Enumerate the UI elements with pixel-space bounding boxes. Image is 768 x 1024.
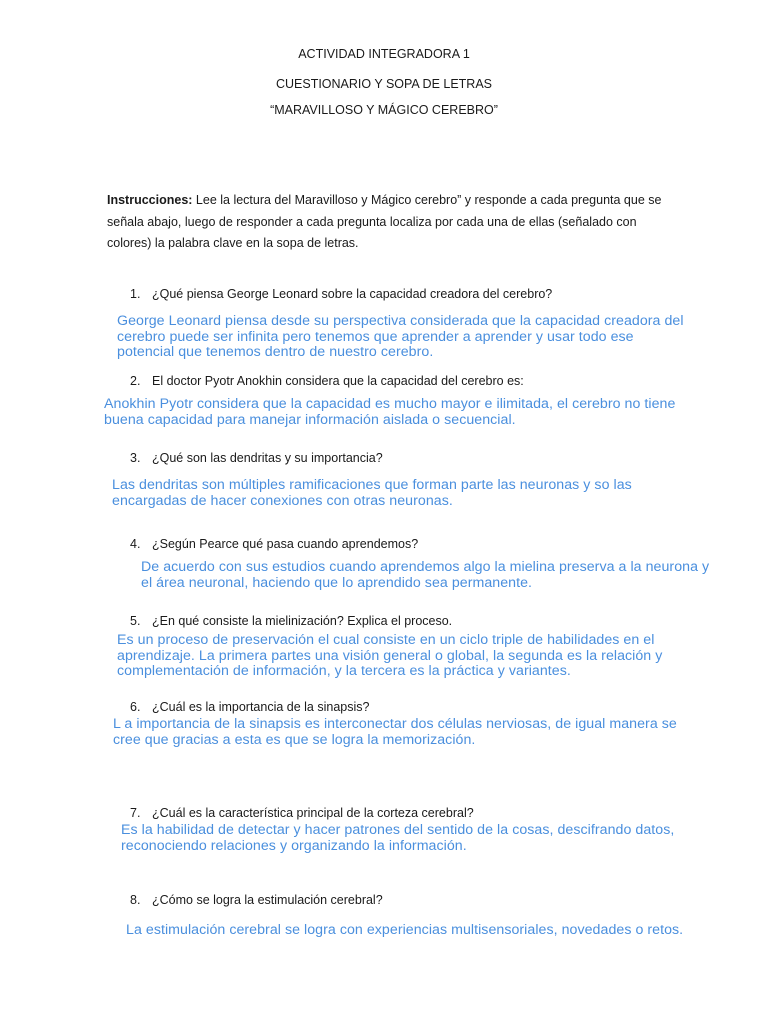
answer-8: La estimulación cerebral se logra con experiencias multisensoriales, novedades o retos.: [126, 922, 684, 938]
answer-2: Anokhin Pyotr considera que la capacidad es mucho mayor e ilimitada, el cerebro no tiene buena capacidad para manejar información aislada o secuencial.: [104, 396, 676, 428]
answer-1: George Leonard piensa desde su perspectiva considerada que la capacidad creadora del cerebro puede ser infinita pero tenemos que aprender a aprender y usar todo ese potencial que tenemos dentro de nuestro cerebro.: [117, 313, 684, 360]
question-7: 7. ¿Cuál es la característica principal de la corteza cerebral?: [130, 806, 474, 820]
answer-3: Las dendritas son múltiples ramificaciones que forman parte las neuronas y so las encargadas de hacer conexiones con otras neuronas.: [112, 477, 632, 509]
question-1: 1. ¿Qué piensa George Leonard sobre la capacidad creadora del cerebro?: [130, 287, 553, 301]
instructions-text: Lee la lectura del Maravilloso y Mágico cerebro” y responde a cada pregunta que se señala abajo, luego de responder a cada pregunta localiza por cada una de ellas (señalado con colores) la palabra clave en la sopa de letras.: [107, 193, 662, 250]
question-5: 5. ¿En qué consiste la mielinización? Explica el proceso.: [130, 614, 453, 628]
document-subtitle: CUESTIONARIO Y SOPA DE LETRAS: [275, 77, 493, 91]
instructions: [107, 190, 667, 255]
question-6: 6. ¿Cuál es la importancia de la sinapsis?: [130, 700, 370, 714]
instructions-label: Instrucciones:: [107, 193, 193, 207]
question-2: 2. El doctor Pyotr Anokhin considera que la capacidad del cerebro es:: [130, 374, 524, 388]
document-topic: “MARAVILLOSO Y MÁGICO CEREBRO”: [270, 103, 498, 117]
document-title: ACTIVIDAD INTEGRADORA 1: [298, 47, 470, 61]
answer-6: L a importancia de la sinapsis es interconectar dos células nerviosas, de igual manera se cree que gracias a esta es que se logra la memorización.: [113, 716, 677, 748]
question-8: 8. ¿Cómo se logra la estimulación cerebral?: [130, 893, 383, 907]
question-4: 4. ¿Según Pearce qué pasa cuando aprendemos?: [130, 537, 419, 551]
answer-7: Es la habilidad de detectar y hacer patrones del sentido de la cosas, descifrando datos, reconociendo relaciones y organizando la información.: [121, 822, 675, 854]
answer-5: Es un proceso de preservación el cual consiste en un ciclo triple de habilidades en el aprendizaje. La primera partes una visión general o global, la segunda es la relación y complementación de información, y la tercera es la práctica y variantes.: [117, 632, 663, 679]
question-3: 3. ¿Qué son las dendritas y su importancia?: [130, 451, 383, 465]
answer-4: De acuerdo con sus estudios cuando aprendemos algo la mielina preserva a la neurona y el área neuronal, haciendo que lo aprendido sea permanente.: [141, 559, 710, 591]
